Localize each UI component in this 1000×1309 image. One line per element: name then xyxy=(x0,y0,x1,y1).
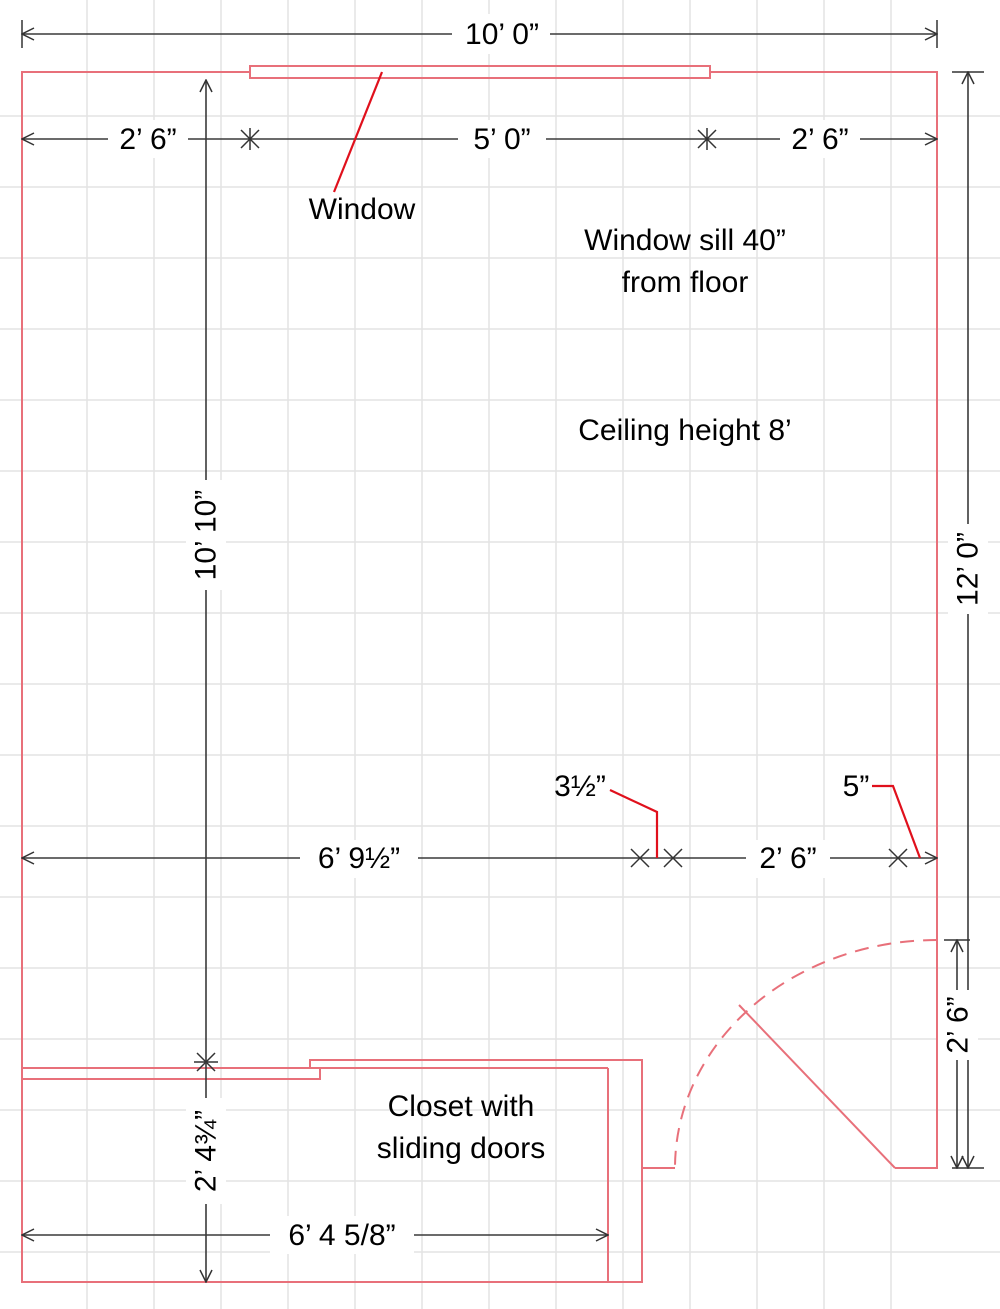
label-closet-line2: sliding doors xyxy=(376,1132,546,1165)
label-door-swing: 2’ 6” xyxy=(941,996,975,1054)
window-frame xyxy=(250,66,710,78)
label-sill-line2: from floor xyxy=(621,266,749,299)
label-room-depth: 10’ 10” xyxy=(189,489,223,581)
label-overall-depth: 12’ 0” xyxy=(951,532,985,606)
label-closet-width: 6’ 4 5/8” xyxy=(288,1219,396,1252)
label-closet-depth: 2’ 4¾” xyxy=(189,1109,223,1193)
label-window-callout: Window xyxy=(308,193,416,226)
door-leaf xyxy=(739,1005,895,1168)
label-window-to-right: 2’ 6” xyxy=(791,123,849,156)
label-left-to-window: 2’ 6” xyxy=(119,123,177,156)
label-door-width: 2’ 6” xyxy=(759,842,817,875)
offset-small-leader xyxy=(610,790,657,858)
label-offset-small: 3½” xyxy=(554,770,606,803)
door-swing-arc xyxy=(675,940,937,1168)
outer-wall xyxy=(22,72,675,1282)
offset-right-leader xyxy=(872,786,920,858)
label-wall-to-door: 6’ 9½” xyxy=(317,842,401,875)
label-ceiling-height: Ceiling height 8’ xyxy=(578,414,792,447)
closet-left-panel xyxy=(22,1068,320,1079)
label-closet-line1: Closet with xyxy=(387,1090,535,1123)
label-sill-line1: Window sill 40” xyxy=(584,224,786,257)
window-leader xyxy=(334,72,382,192)
label-offset-right: 5” xyxy=(842,770,870,803)
label-window-width: 5’ 0” xyxy=(473,123,531,156)
label-overall-width: 10’ 0” xyxy=(465,18,539,51)
